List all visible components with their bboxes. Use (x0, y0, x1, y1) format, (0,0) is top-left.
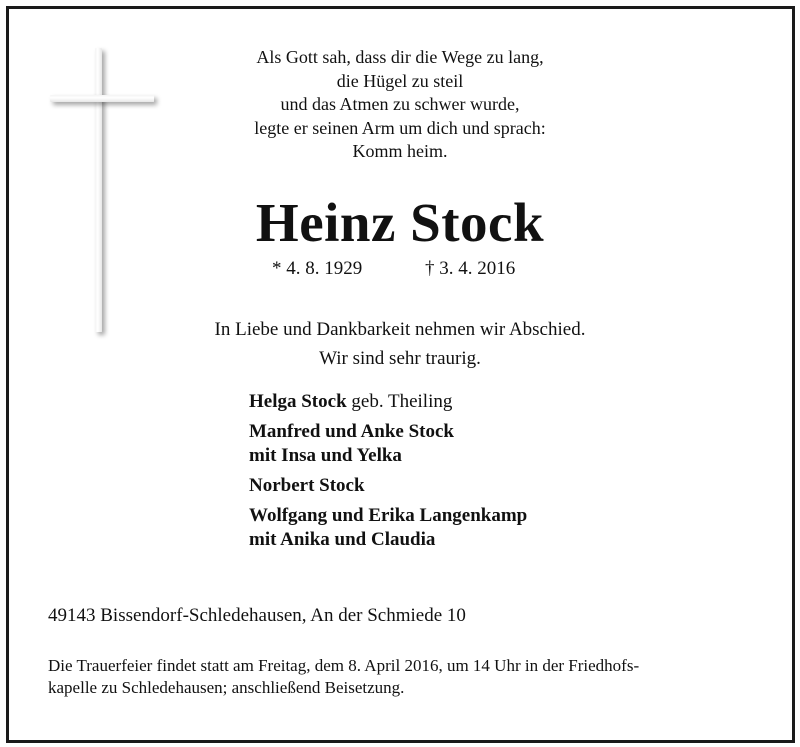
mourner-name: mit Insa und Yelka (249, 445, 402, 466)
mourner-maiden-name: geb. Theiling (346, 391, 453, 412)
deceased-name: Heinz Stock (255, 192, 545, 253)
poem-line: Komm heim. (352, 141, 448, 161)
mourner-name: Helga Stock (249, 391, 347, 412)
mourner-name: Norbert Stock (249, 475, 365, 496)
mourner-name: Manfred und Anke Stock (249, 421, 455, 442)
poem-line: legte er seinen Arm um dich und sprach: (254, 117, 546, 138)
death-date: † 3. 4. 2016 (425, 258, 516, 279)
poem (200, 46, 600, 164)
mourner-entry (249, 474, 527, 498)
funeral-notice (48, 655, 753, 699)
notice-line: Die Trauerfeier findet statt am Freitag, dem 8. April 2016, um 14 Uhr in der Friedhofs- (48, 656, 640, 675)
mourners-list (249, 390, 527, 558)
mourner-name: Wolfgang und Erika Langenkamp (249, 505, 528, 526)
notice-line: kapelle zu Schledehausen; anschließend Beisetzung. (48, 678, 405, 697)
mourner-entry (249, 504, 527, 528)
cross-icon (50, 48, 156, 338)
mourner-entry (249, 420, 527, 444)
poem-line: Als Gott sah, dass dir die Wege zu lang, (256, 47, 544, 67)
mourner-entry (249, 390, 527, 414)
farewell-text: In Liebe und Dankbarkeit nehmen wir Abschied. (214, 319, 586, 340)
cross-vertical-beam (95, 48, 102, 332)
cross-horizontal-beam (50, 95, 154, 102)
mourner-name: mit Anika und Claudia (249, 529, 436, 550)
mourner-entry (249, 528, 527, 552)
mourner-entry (249, 444, 527, 468)
birth-date: * 4. 8. 1929 (272, 258, 363, 279)
poem-line: die Hügel zu steil (336, 70, 464, 91)
address: 49143 Bissendorf-Schledehausen, An der Schmiede 10 (48, 605, 466, 626)
farewell-subtext: Wir sind sehr traurig. (319, 348, 481, 369)
poem-line: und das Atmen zu schwer wurde, (280, 94, 520, 114)
